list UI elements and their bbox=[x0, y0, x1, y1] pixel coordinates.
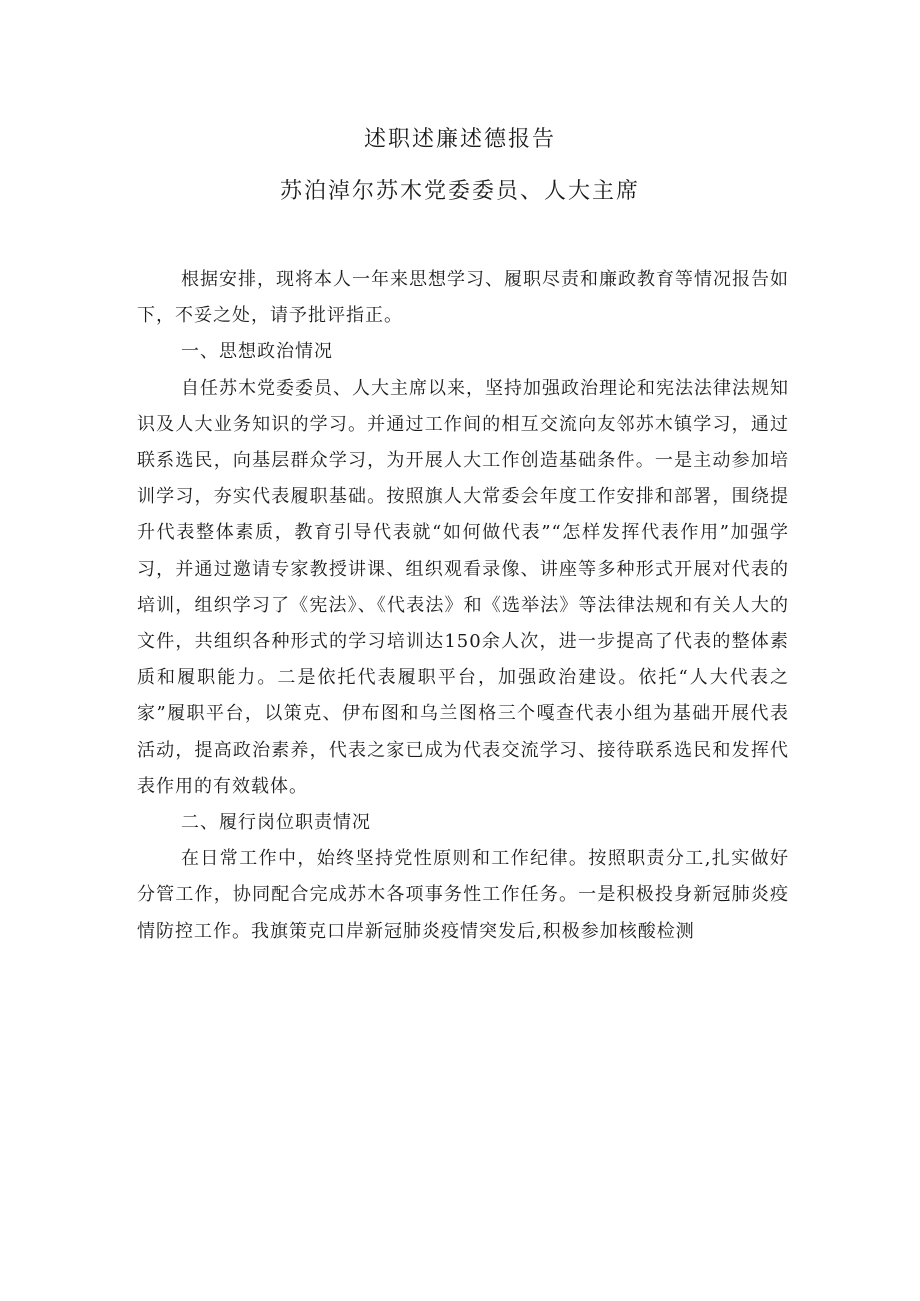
section-1-heading: 一、思想政治情况 bbox=[181, 341, 333, 363]
section-2-heading: 二、履行岗位职责情况 bbox=[181, 812, 371, 834]
document-subtitle: 苏泊淖尔苏木党委委员、人大主席 bbox=[279, 179, 640, 204]
section-2-paragraph: 在日常工作中，始终坚持党性原则和工作纪律。按照职责分工,扎实做好分管工作，协同配合完成苏木各项事务性工作任务。一是积极投身新冠肺炎疫情防控工作。我旗策克口岸新冠肺炎疫情突发后,积极参加核酸检测 bbox=[137, 848, 789, 942]
document-body bbox=[137, 262, 789, 950]
section-1-paragraph: 自任苏木党委委员、人大主席以来，坚持加强政治理论和宪法法律法规知识及人大业务知识的学习。并通过工作间的相互交流向友邻苏木镇学习，通过联系选民，向基层群众学习，为开展人大工作创造基础条件。一是主动参加培训学习，夯实代表履职基础。按照旗人大常委会年度工作安排和部署，围绕提升代表整体素质，教育引导代表就“如何做代表”“怎样发挥代表作用”加强学习，并通过邀请专家教授讲课、组织观看录像、讲座等多种形式开展对代表的培训，组织学习了《宪法》、《代表法》和《选举法》等法律法规和有关人大的文件，共组织各种形式的学习培训达150余人次，进一步提高了代表的整体素质和履职能力。二是依托代表履职平台，加强政治建设。依托“人大代表之家”履职平台，以策克、伊布图和乌兰图格三个嘎查代表小组为基础开展代表活动，提高政治素养，代表之家已成为代表交流学习、接待联系选民和发挥代表作用的有效载体。 bbox=[137, 377, 789, 797]
intro-paragraph: 根据安排，现将本人一年来思想学习、履职尽责和廉政教育等情况报告如下，不妥之处，请予批评指正。 bbox=[137, 269, 789, 327]
document-title: 述职述廉述德报告 bbox=[363, 127, 556, 152]
